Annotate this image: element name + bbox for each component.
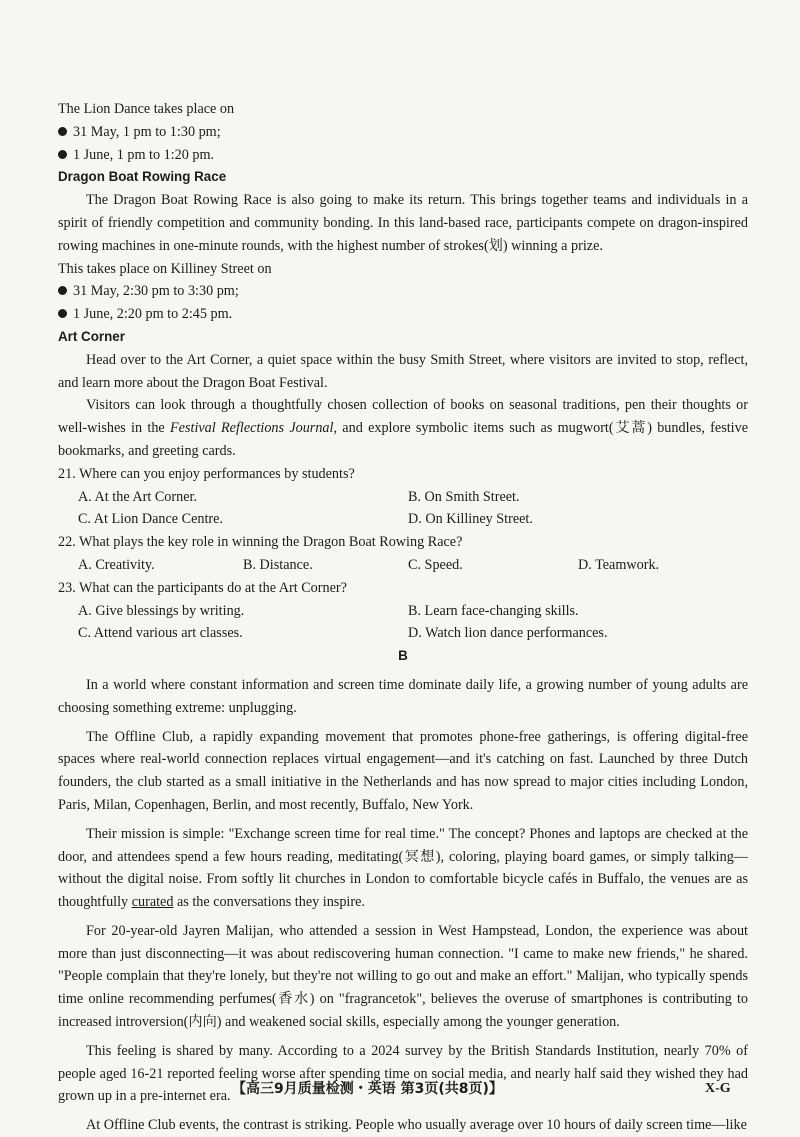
art-heading: Art Corner xyxy=(58,328,125,344)
passage-b-paragraph-6: At Offline Club events, the contrast is striking. People who usually average over 10 hours of daily screen time—like xyxy=(86,1117,747,1134)
footer-title: 【高三9月质量检测・英语 第3页(共8页)】 xyxy=(232,1081,503,1097)
document-page xyxy=(58,98,748,1137)
option-a[interactable]: A. Creativity. xyxy=(78,556,155,573)
option-b[interactable]: B. Learn face-changing skills. xyxy=(408,602,579,619)
option-b[interactable]: B. On Smith Street. xyxy=(408,488,520,505)
dragon-location: This takes place on Killiney Street on xyxy=(58,260,272,277)
dragon-paragraph: The Dragon Boat Rowing Race is also going to make its return. This brings together teams and individuals in a spirit of friendly competition and community bonding. In this land-based race, participants compete on dragon-inspired rowing machines in one-minute rounds, with the highest number of strokes(划) winning a prize. xyxy=(58,192,748,254)
passage-b-paragraph-5: This feeling is shared by many. According to a 2024 survey by the British Standards Institution, nearly 70% of people aged 16-21 reported feeling worse after spending time on social media, and nearly half said they wished they had grown up in a pre-internet era. xyxy=(58,1042,748,1105)
art-paragraph-2: Visitors can look through a thoughtfully chosen collection of books on seasonal traditions, pen their thoughts or well-wishes in the Festival Reflections Journal, and explore symbolic items such as mugwort(艾蒿) bundles, festive bookmarks, and greeting cards. xyxy=(58,397,748,459)
footer-code: X-G xyxy=(705,1081,731,1096)
question-22: 22. What plays the key role in winning the Dragon Boat Rowing Race? xyxy=(58,534,463,551)
option-a[interactable]: A. Give blessings by writing. xyxy=(78,602,245,619)
bullet-icon xyxy=(58,286,67,295)
option-d[interactable]: D. Watch lion dance performances. xyxy=(408,625,608,642)
option-d[interactable]: D. On Killiney Street. xyxy=(408,511,533,528)
passage-b-paragraph-1: In a world where constant information and screen time dominate daily life, a growing number of young adults are choosing something extreme: unplugging. xyxy=(58,676,748,716)
option-c[interactable]: C. At Lion Dance Centre. xyxy=(78,511,223,528)
art-paragraph-1: Head over to the Art Corner, a quiet space within the busy Smith Street, where visitors are invited to stop, reflect, and learn more about the Dragon Boat Festival. xyxy=(58,351,748,391)
question-23-options xyxy=(58,600,748,646)
dragon-time-1: 31 May, 2:30 pm to 3:30 pm; xyxy=(58,280,748,303)
question-21: 21. Where can you enjoy performances by students? xyxy=(58,465,355,482)
lion-time-1: 31 May, 1 pm to 1:30 pm; xyxy=(58,121,748,144)
option-c[interactable]: C. Attend various art classes. xyxy=(78,625,243,642)
dragon-heading: Dragon Boat Rowing Race xyxy=(58,169,227,185)
question-22-options xyxy=(58,554,748,577)
dragon-time-2: 1 June, 2:20 pm to 2:45 pm. xyxy=(58,303,748,326)
bullet-icon xyxy=(58,127,67,136)
option-a[interactable]: A. At the Art Corner. xyxy=(78,488,198,505)
question-23: 23. What can the participants do at the Art Corner? xyxy=(58,579,347,596)
passage-b-paragraph-3: Their mission is simple: "Exchange screen time for real time." The concept? Phones and laptops are checked at the door, and attendees spend a few hours reading, meditating(冥想), coloring, playing board games, or simply talking—without the digital noise. From softly lit churches in London to comfortable bicycle cafés in Buffalo, the venues are as thoughtfully curated as the conversations they inspire. xyxy=(58,825,748,911)
bullet-icon xyxy=(58,150,67,159)
option-d[interactable]: D. Teamwork. xyxy=(578,556,660,573)
option-c[interactable]: C. Speed. xyxy=(408,556,463,573)
question-21-options xyxy=(58,486,748,532)
lion-time-2: 1 June, 1 pm to 1:20 pm. xyxy=(58,144,748,167)
passage-b-paragraph-2: The Offline Club, a rapidly expanding movement that promotes phone-free gatherings, is offering digital-free spaces where real-world connection replaces virtual engagement—and it's catching on fast. Launched by three Dutch founders, the club started as a small initiative in the Netherlands and has now spread to major cities including London, Paris, Milan, Copenhagen, Berlin, and most recently, Buffalo, New York. xyxy=(58,728,748,813)
lion-dance-intro: The Lion Dance takes place on xyxy=(58,101,235,117)
bullet-icon xyxy=(58,309,67,318)
section-label: B xyxy=(398,648,408,664)
option-b[interactable]: B. Distance. xyxy=(243,556,313,573)
passage-b-paragraph-4: For 20-year-old Jayren Malijan, who attended a session in West Hampstead, London, the experience was about more than just disconnecting—it was about rediscovering human connection. "I came to make new friends," he shared. "People complain that they're lonely, but they're not willing to go out and make an effort." Malijan, who typically spends time online recommending perfumes(香水) on "fragrancetok", believes the overuse of smartphones is contributing to increased introversion(内向) and weakened social skills, especially among the younger generation. xyxy=(58,922,748,1031)
